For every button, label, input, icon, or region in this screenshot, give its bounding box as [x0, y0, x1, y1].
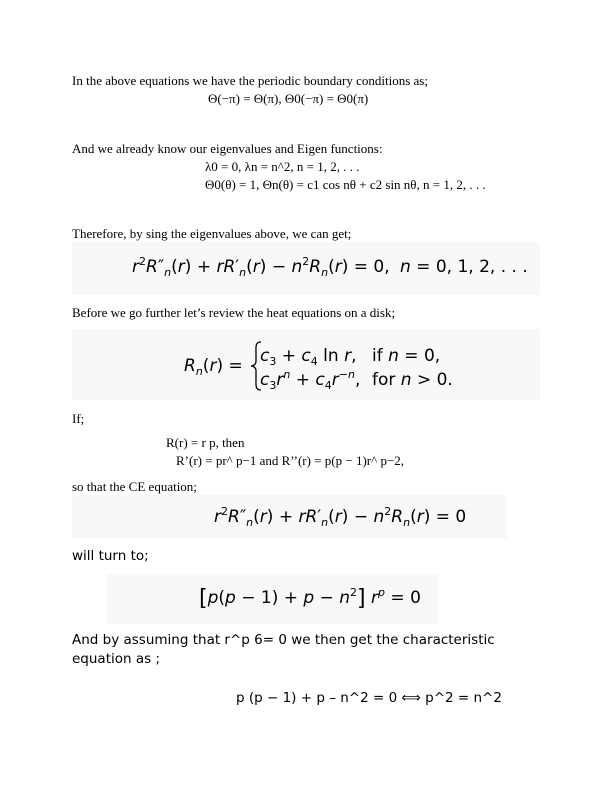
- equation-condition-1: if n = 0,: [372, 346, 441, 366]
- equation-box-1: [72, 242, 540, 295]
- text-line-will-turn: will turn to;: [72, 548, 149, 564]
- text-line-therefore: Therefore, by sing the eigenvalues above, we can get;: [72, 226, 352, 241]
- equation-ode-range: n = 0, 1, 2, . . .: [400, 257, 528, 277]
- text-line-characteristic-equation: p (p − 1) + p – n^2 = 0 ⟺ p^2 = n^2: [236, 690, 502, 706]
- text-line-boundary-conditions: Θ(−π) = Θ(π), Θ0(−π) = Θ0(π): [208, 91, 369, 106]
- text-line-eigen-intro: And we already know our eigenvalues and Eigen functions:: [72, 141, 383, 156]
- text-line-boundary-intro: In the above equations we have the periodic boundary conditions as;: [72, 73, 428, 88]
- text-line-r-of-r: R(r) = r p, then: [166, 435, 245, 450]
- equation-ce: $r^2R''_n(r) + rR'_n(r) - n^2R_n(r) = 0$: [214, 505, 467, 529]
- text-line-eigenfunctions: Θ0(θ) = 1, Θn(θ) = c1 cos nθ + c2 sin nθ, n = 1, 2, . . .: [205, 177, 486, 192]
- equation-condition-2: for n > 0.: [372, 370, 453, 390]
- text-line-heat-review: Before we go further let’s review the heat equations on a disk;: [72, 305, 396, 320]
- equation-piecewise-lhs: $R_n(r)$ =: [184, 356, 243, 378]
- text-line-assuming: And by assuming that r^p 6= 0 we then get the characteristic: [72, 632, 495, 648]
- equation-bracketed: $[p(p - 1) + p - n^2]$ $r^p = 0$: [199, 586, 421, 611]
- text-line-derivatives: R’(r) = pr^ p−1 and R’’(r) = p(p − 1)r^ p−2,: [176, 453, 405, 468]
- text-line-if: If;: [72, 411, 85, 426]
- equation-case-1: $c_3 + c_4$ ln r,: [260, 346, 357, 368]
- text-line-ce-equation: so that the CE equation;: [72, 479, 197, 494]
- equation-box-4: [107, 574, 439, 624]
- text-line-characteristic: equation as ;: [72, 651, 161, 667]
- equation-ode: $r^2R''_n(r) + rR'_n(r) - n^2R_n(r) = 0$,: [132, 255, 390, 279]
- equation-box-3: [72, 495, 507, 539]
- equation-box-2: [72, 329, 540, 400]
- equation-case-2: $c_3r^n + c_4r^{-n}$,: [260, 368, 361, 392]
- text-line-eigenvalues: λ0 = 0, λn = n^2, n = 1, 2, . . .: [205, 159, 360, 174]
